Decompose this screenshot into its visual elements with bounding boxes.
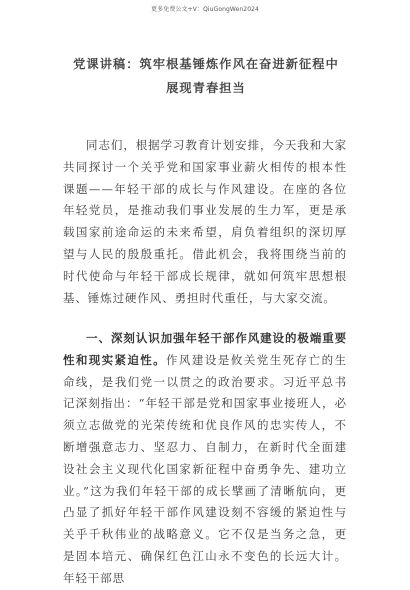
header-note: 更多免费公文+V：QiuGongWen2024 xyxy=(151,6,259,13)
paragraph-intro-text: 同志们，根据学习教育计划安排，今天我和大家共同探讨一个关乎党和国家事业薪火相传的根本性课题——年轻干部的成长与作风建设。在座的各位年轻党员，是推动我们事业发展的生力军，更是承载国家前途命运的未来希望，肩负着组织的深切厚望与人民的殷殷重托。借此机会，我将围绕当前的时代使命与年轻干部成长规律，就如何筑牢思想根基、锤炼过硬作风、勇担时代重任，与大家交流。 xyxy=(63,138,347,305)
paragraph-intro xyxy=(63,135,347,309)
document-title: 党课讲稿：筑牢根基锤炼作风在奋进新征程中展现青春担当 xyxy=(73,57,339,95)
section-1 xyxy=(63,328,347,590)
section-1-heading: 一、深刻认识加强年轻干部作风建设的极端重要性和现实紧迫性。 xyxy=(63,331,347,367)
section-1-text: 作风建设是攸关党生死存亡的生命线，是我们党一以贯之的政治要求。习近平总书记深刻指出：“年轻干部是党和国家事业接班人，必须立志做党的光荣传统和优良作风的忠实传人，不断增强意志力、坚忍力、自制力，在新时代全面建设社会主义现代化国家新征程中奋勇争先、建功立业。”这为我们年轻干部的成长擘画了清晰航向，更凸显了抓好年轻干部作风建设刻不容缓的紧迫性与关乎千秋伟业的战略意义。它不仅是当务之急，更是固本培元、确保红色江山永不变色的长远大计。年轻干部思 xyxy=(63,352,347,585)
